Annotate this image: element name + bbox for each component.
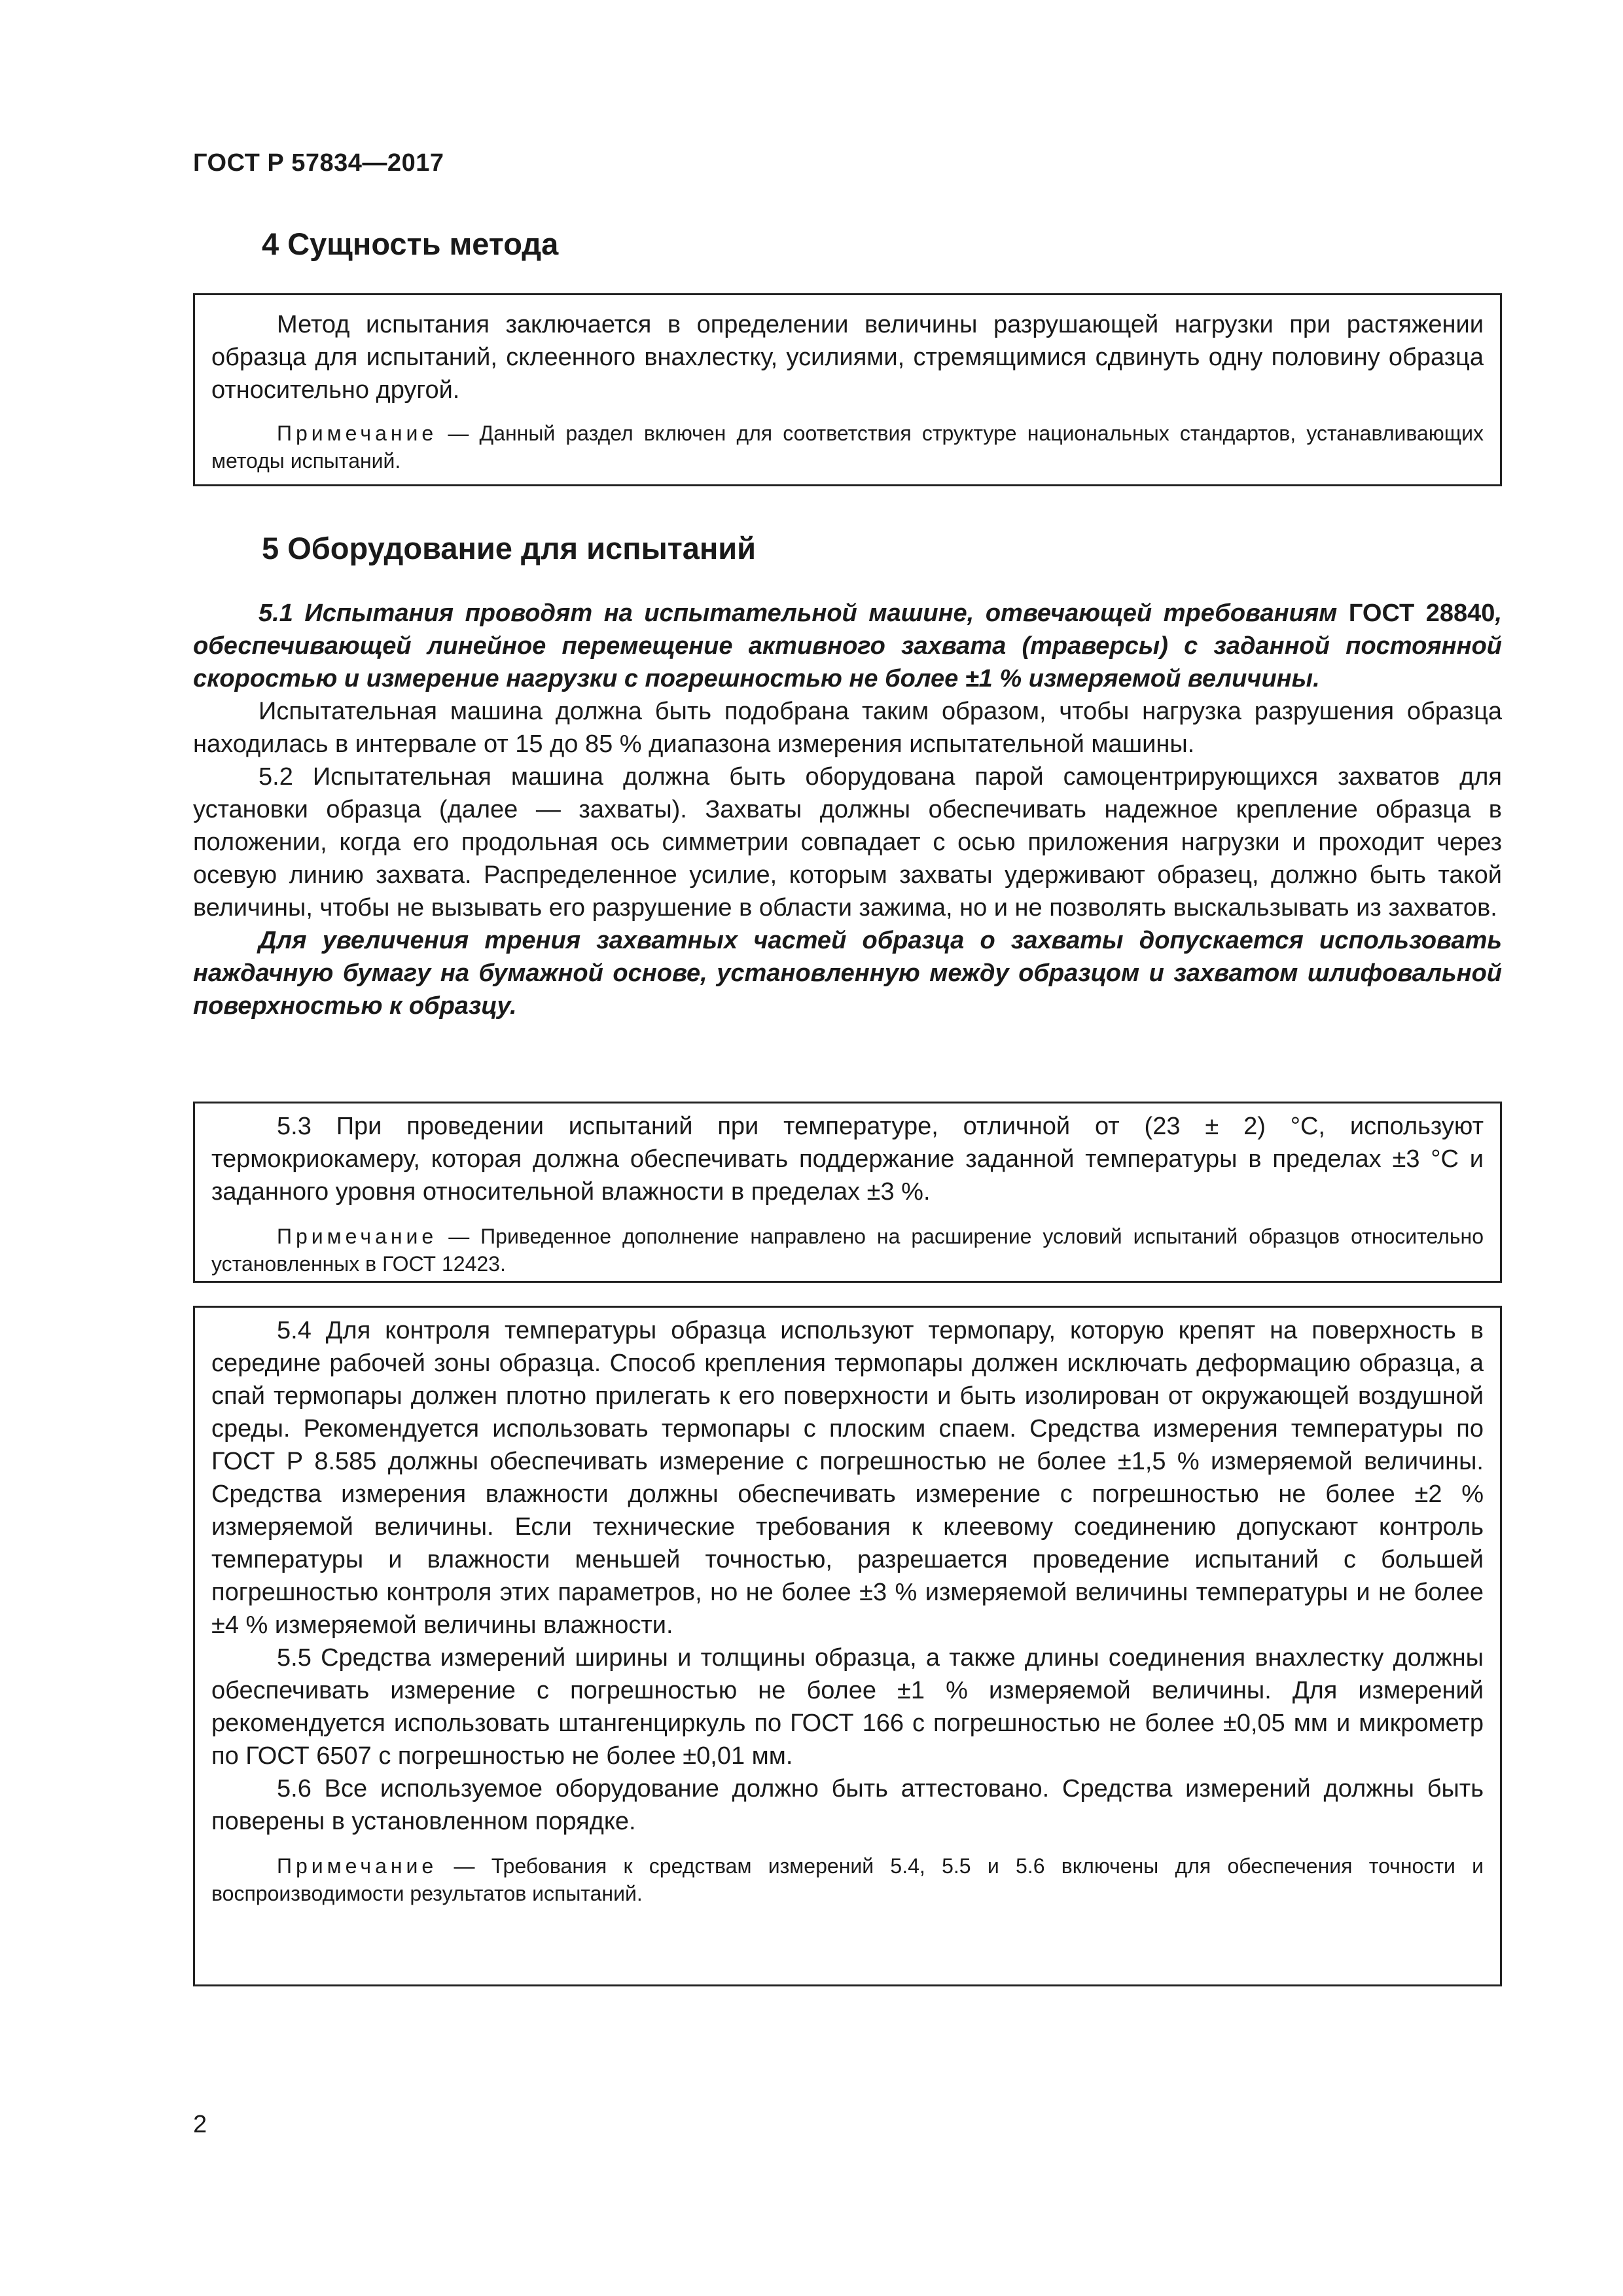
note-text: — Требования к средствам измерений 5.4, 5.5 и 5.6 включены для обеспечения точности и воспроизводимости результатов испытаний. [211,1854,1484,1905]
paragraph-5-5: 5.5 Средства измерений ширины и толщины образца, а также длины соединения внахлестку должны обеспечивать измерение с погрешностью не более ±1 % измеряемой величины. Для измерений рекомендуется использовать штангенциркуль по ГОСТ 166 с погрешностью не более ±0,05 мм и микрометр по ГОСТ 6507 с погрешностью не более ±0,01 мм. [211,1644,1484,1770]
section-4-text: Метод испытания заключается в определении величины разрушающей нагрузки при растяжении образца для испытаний, склеенного внахлестку, усилиями, стремящимися сдвинуть одну половину образца относительно другой. [211,311,1484,404]
paragraph-5-2-bold: Для увеличения трения захватных частей образца о захваты допускается использовать наждачную бумагу на бумажной основе, установленную между образцом и захватом шлифовальной поверхностью к образцу. [193,927,1502,1020]
note-label: Примечание [277,1854,438,1878]
note-5-6 [211,1852,1484,1907]
paragraph-5-1-cont: Испытательная машина должна быть подобрана таким образом, чтобы нагрузка разрушения образца находилась в интервале от 15 до 85 % диапазона измерения испытательной машины. [193,698,1502,758]
note-label: Примечание [277,1225,438,1248]
p51-part-b: , обеспечивающей линейное перемещение активного захвата (траверсы) с заданной постоянной скоростью и измерение нагрузки с погрешностью не более ±1 % измеряемой величины. [193,600,1502,692]
document-header: ГОСТ Р 57834—2017 [193,149,444,177]
paragraph-5-3: 5.3 При проведении испытаний при температуре, отличной от (23 ± 2) °С, используют термокриокамеру, которая должна обеспечивать поддержание заданной температуры в пределах ±3 °С и заданного уровня относительной влажности в пределах ±3 %. [211,1113,1484,1206]
note-text: — Данный раздел включен для соответствия структуре национальных стандартов, устанавливающих методы испытаний. [211,422,1484,473]
section-4-title: 4 Сущность метода [262,226,559,261]
p51-ref: ГОСТ 28840 [1348,600,1495,627]
paragraph-5-4: 5.4 Для контроля температуры образца используют термопару, которую крепят на поверхность в середине рабочей зоны образца. Способ крепления термопары должен исключать деформацию образца, а спай термопары должен плотно прилегать к его поверхности и быть изолирован от окружающей воздушной среды. Рекомендуется использовать термопары с плоским спаем. Средства измерения температуры по ГОСТ Р 8.585 должны обеспечивать измерение с погрешностью не более ±1,5 % измеряемой величины. Средства измерения влажности должны обеспечивать измерение с погрешностью не более ±2 % измеряемой величины. Если технические требования к клеевому соединению допускают контроль температуры и влажности меньшей точностью, разрешается проведение испытаний с большей погрешностью контроля этих параметров, но не более ±3 % измеряемой величины температуры и не более ±4 % измеряемой величины влажности. [211,1317,1484,1639]
note-5-3 [211,1223,1484,1278]
paragraph-5-1 [193,597,1502,695]
note-text: — Приведенное дополнение направлено на расширение условий испытаний образцов относительно установленных в ГОСТ 12423. [211,1225,1484,1276]
p51-part-a: 5.1 Испытания проводят на испытательной машине, отвечающей требованиям [259,600,1349,627]
section-4-note [211,420,1484,475]
section-5-3-box [193,1102,1502,1283]
note-label: Примечание [277,422,438,445]
paragraph-5-2: 5.2 Испытательная машина должна быть оборудована парой самоцентрирующихся захватов для установки образца (далее — захваты). Захваты должны обеспечивать надежное крепление образца в положении, когда его продольная ось симметрии совпадает с осью приложения нагрузки и проходит через осевую линию захвата. Распределенное усилие, которым захваты удерживают образец, должно быть такой величины, чтобы не вызывать его разрушение в области зажима, но и не позволять выскальзывать из захватов. [193,763,1502,922]
section-5-body [193,597,1502,1022]
section-5-4-box [193,1306,1502,1986]
page-number: 2 [193,2111,207,2138]
paragraph-5-6: 5.6 Все используемое оборудование должно быть аттестовано. Средства измерений должны быть поверены в установленном порядке. [211,1775,1484,1835]
section-5-title: 5 Оборудование для испытаний [262,531,757,565]
section-4-box [193,293,1502,486]
